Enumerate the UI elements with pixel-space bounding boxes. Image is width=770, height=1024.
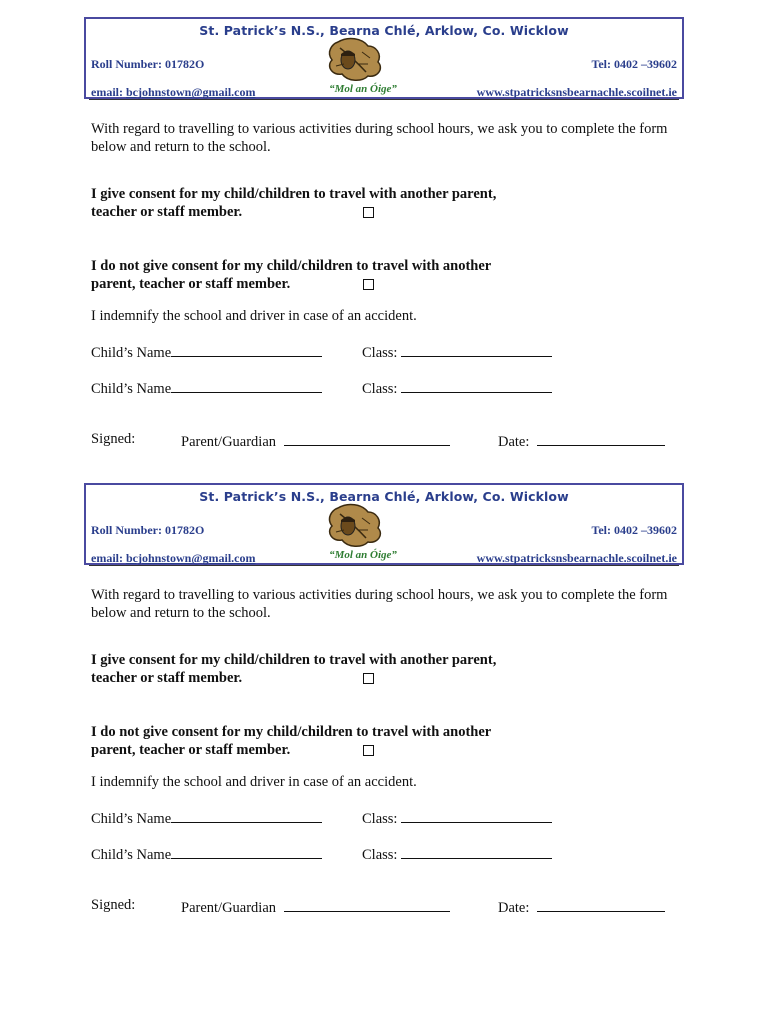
consent-form-1	[0, 0, 770, 466]
guardian-signature-input[interactable]	[284, 431, 450, 446]
school-name: St. Patrick’s N.S., Bearna Chlé, Arklow, Co. Wicklow	[199, 489, 569, 504]
child-name-input[interactable]	[171, 808, 322, 823]
guardian-label: Parent/Guardian	[181, 434, 280, 450]
intro-text: With regard to travelling to various activities during school hours, we ask you to complete the form below and return to the school.	[91, 121, 668, 155]
indemnify-text: I indemnify the school and driver in case of an accident.	[91, 774, 417, 790]
guardian-field	[181, 897, 450, 917]
guardian-field	[181, 431, 450, 451]
class-label: Class:	[362, 345, 402, 361]
website-link[interactable]: www.stpatricksnsbearnachle.scoilnet.ie	[476, 551, 677, 565]
child-name-label: Child’s Name	[91, 345, 172, 361]
date-input[interactable]	[537, 897, 665, 912]
school-motto: “Mol an Óige”	[329, 549, 397, 561]
class-label: Class:	[362, 381, 402, 397]
email-line	[91, 551, 256, 566]
child-name-input[interactable]	[171, 342, 322, 357]
class-label: Class:	[362, 811, 402, 827]
class-field-2	[362, 378, 552, 398]
class-field-1	[362, 342, 552, 362]
consent-form-2	[0, 466, 770, 932]
website-link[interactable]: www.stpatricksnsbearnachle.scoilnet.ie	[476, 85, 677, 99]
child-name-field-2	[91, 844, 322, 864]
indemnify-text: I indemnify the school and driver in case of an accident.	[91, 308, 417, 324]
date-label: Date:	[498, 900, 534, 916]
telephone: Tel: 0402 –39602	[591, 57, 677, 71]
signed-label: Signed:	[91, 897, 136, 913]
consent-yes-text: I give consent for my child/children to travel with another parent, teacher or staff member.	[91, 652, 497, 686]
guardian-signature-input[interactable]	[284, 897, 450, 912]
header-divider	[89, 565, 679, 566]
consent-no-text: I do not give consent for my child/children to travel with another parent, teacher or staff member.	[91, 724, 491, 758]
email-line	[91, 85, 256, 100]
school-motto: “Mol an Óige”	[329, 83, 397, 95]
header-divider	[89, 99, 679, 100]
consent-yes-checkbox[interactable]	[363, 673, 374, 684]
child-name-field-1	[91, 342, 322, 362]
email-label: email:	[91, 551, 126, 565]
date-field	[498, 431, 665, 451]
child-name-field-2	[91, 378, 322, 398]
class-field-2	[362, 844, 552, 864]
child-name-input[interactable]	[171, 378, 322, 393]
intro-text: With regard to travelling to various activities during school hours, we ask you to complete the form below and return to the school.	[91, 587, 668, 621]
class-input[interactable]	[401, 378, 552, 393]
date-input[interactable]	[537, 431, 665, 446]
class-input[interactable]	[401, 844, 552, 859]
class-input[interactable]	[401, 808, 552, 823]
consent-yes-checkbox[interactable]	[363, 207, 374, 218]
consent-yes-text: I give consent for my child/children to travel with another parent, teacher or staff member.	[91, 186, 497, 220]
date-label: Date:	[498, 434, 534, 450]
email-link[interactable]: bcjohnstown@gmail.com	[126, 551, 256, 565]
child-name-field-1	[91, 808, 322, 828]
child-name-label: Child’s Name	[91, 811, 172, 827]
email-link[interactable]: bcjohnstown@gmail.com	[126, 85, 256, 99]
consent-no-checkbox[interactable]	[363, 745, 374, 756]
signed-label: Signed:	[91, 431, 136, 447]
school-name: St. Patrick’s N.S., Bearna Chlé, Arklow, Co. Wicklow	[199, 23, 569, 38]
class-label: Class:	[362, 847, 402, 863]
class-input[interactable]	[401, 342, 552, 357]
roll-number: Roll Number: 01782O	[91, 523, 205, 537]
consent-no-checkbox[interactable]	[363, 279, 374, 290]
oak-leaf-acorn-crest-icon	[318, 500, 388, 550]
email-label: email:	[91, 85, 126, 99]
consent-no-text: I do not give consent for my child/children to travel with another parent, teacher or staff member.	[91, 258, 491, 292]
school-header	[84, 17, 684, 99]
roll-number: Roll Number: 01782O	[91, 57, 205, 71]
guardian-label: Parent/Guardian	[181, 900, 280, 916]
oak-leaf-acorn-crest-icon	[318, 34, 388, 84]
school-header	[84, 483, 684, 565]
child-name-label: Child’s Name	[91, 381, 172, 397]
child-name-input[interactable]	[171, 844, 322, 859]
child-name-label: Child’s Name	[91, 847, 172, 863]
telephone: Tel: 0402 –39602	[591, 523, 677, 537]
class-field-1	[362, 808, 552, 828]
date-field	[498, 897, 665, 917]
